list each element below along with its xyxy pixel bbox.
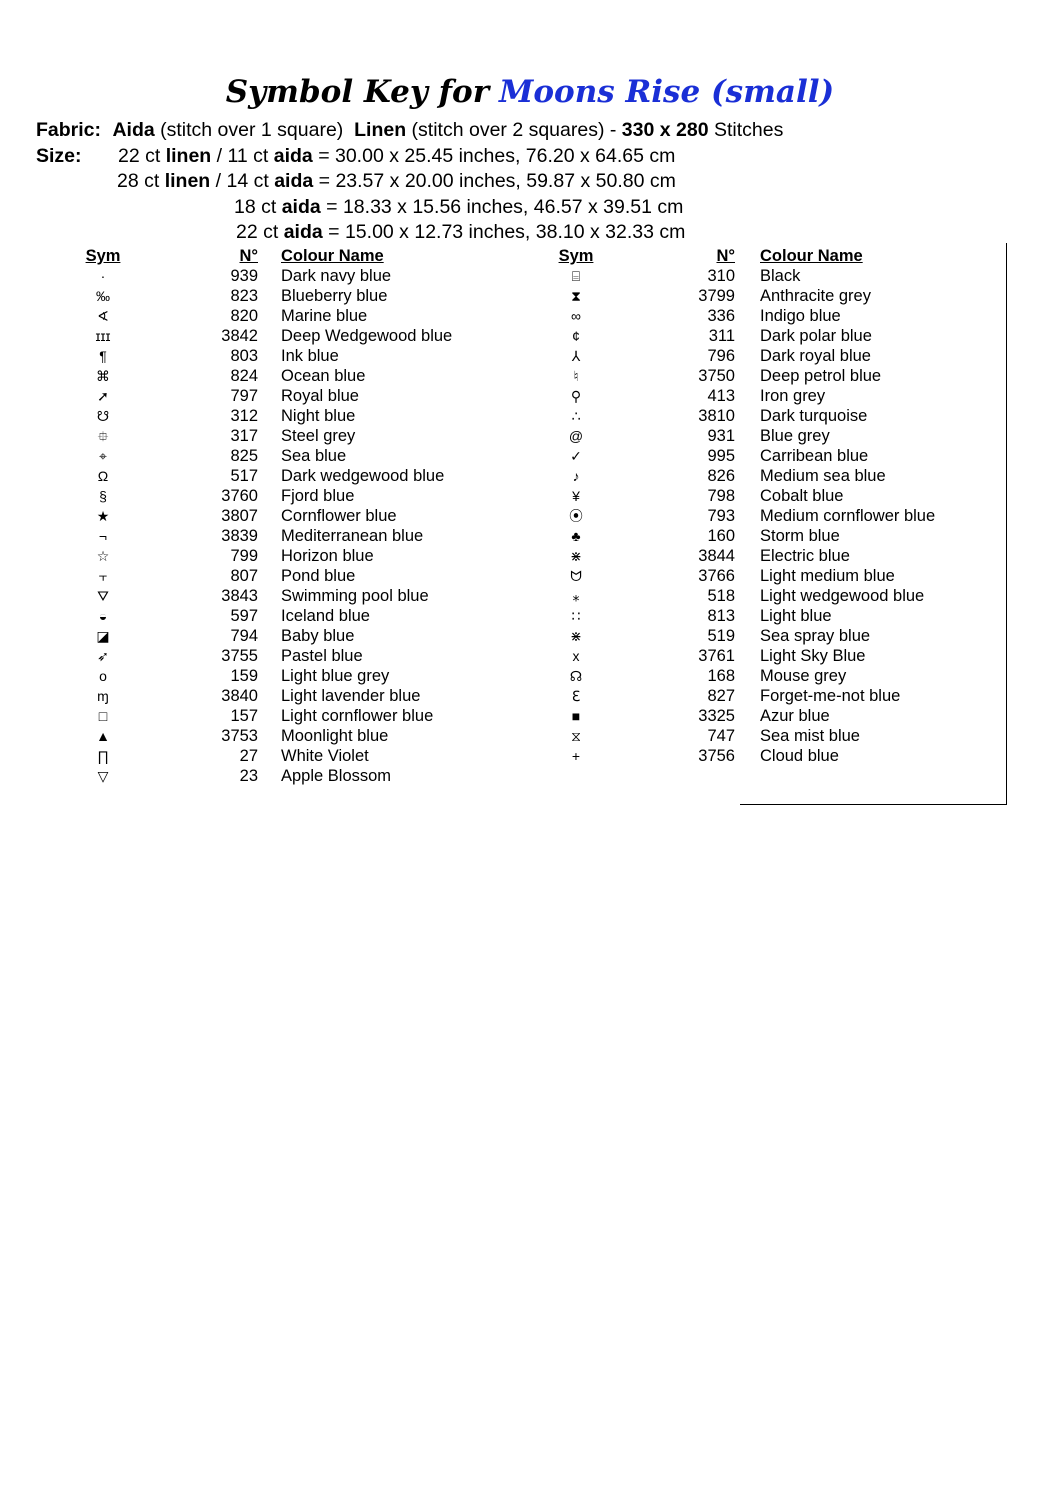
size-fabric: aida bbox=[273, 145, 313, 167]
thread-number: 517 bbox=[230, 467, 258, 485]
symbol-glyph: ♣ bbox=[571, 528, 581, 544]
fabric-aida-note: (stitch over 1 square) bbox=[160, 119, 344, 141]
symbol-glyph: ⦿ bbox=[569, 508, 583, 524]
stitch-symbol-icon bbox=[548, 326, 604, 346]
colour-name: Blueberry blue bbox=[281, 287, 388, 305]
symbol-glyph: ▲ bbox=[96, 728, 110, 744]
size-fabric: aida bbox=[274, 170, 314, 192]
stitch-symbol-icon bbox=[548, 746, 604, 766]
thread-number: 310 bbox=[707, 267, 735, 285]
stitch-symbol-icon bbox=[548, 486, 604, 506]
stitch-symbol-icon bbox=[72, 646, 134, 666]
colour-name: Light cornflower blue bbox=[281, 707, 434, 725]
stitch-symbol-icon bbox=[72, 446, 134, 466]
header-num: N° bbox=[716, 247, 735, 265]
thread-number: 3761 bbox=[698, 647, 735, 665]
thread-number: 3325 bbox=[698, 707, 735, 725]
thread-number: 825 bbox=[230, 447, 258, 465]
colour-name: Storm blue bbox=[760, 527, 840, 545]
header-colour-name: Colour Name bbox=[760, 247, 863, 265]
stitch-symbol-icon bbox=[548, 406, 604, 426]
thread-number: 995 bbox=[707, 447, 735, 465]
thread-number: 27 bbox=[239, 747, 258, 765]
thread-number: 794 bbox=[230, 627, 258, 645]
size-row-1 bbox=[36, 145, 675, 168]
colour-name: Light blue bbox=[760, 607, 832, 625]
stitch-symbol-icon bbox=[72, 486, 134, 506]
symbol-glyph: ✓ bbox=[570, 448, 582, 464]
stitch-symbol-icon bbox=[72, 406, 134, 426]
symbol-glyph: ⛛ bbox=[97, 588, 109, 604]
symbol-glyph: ⫟ bbox=[98, 568, 108, 584]
stitch-symbol-icon bbox=[72, 346, 134, 366]
thread-number: 168 bbox=[707, 667, 735, 685]
key-border-right bbox=[1006, 243, 1007, 805]
stitch-symbol-icon bbox=[72, 586, 134, 606]
colour-name: Pastel blue bbox=[281, 647, 363, 665]
thread-number: 23 bbox=[239, 767, 258, 785]
thread-number: 413 bbox=[707, 387, 735, 405]
symbol-glyph: + bbox=[571, 748, 581, 764]
thread-number: 336 bbox=[707, 307, 735, 325]
thread-number: 931 bbox=[707, 427, 735, 445]
colour-name: Light wedgewood blue bbox=[760, 587, 925, 605]
symbol-glyph: ⋇ bbox=[570, 628, 582, 644]
colour-name: Mediterranean blue bbox=[281, 527, 424, 545]
thread-number: 3810 bbox=[698, 407, 735, 425]
thread-number: 747 bbox=[707, 727, 735, 745]
symbol-glyph: ♮ bbox=[573, 368, 579, 384]
stitch-symbol-icon bbox=[72, 686, 134, 706]
symbol-glyph: § bbox=[99, 488, 107, 504]
colour-name: Ocean blue bbox=[281, 367, 366, 385]
symbol-glyph: ⯐ bbox=[97, 428, 109, 444]
colour-name: Light lavender blue bbox=[281, 687, 421, 705]
stitch-symbol-icon bbox=[548, 346, 604, 366]
thread-number: 798 bbox=[707, 487, 735, 505]
colour-name: Dark wedgewood blue bbox=[281, 467, 445, 485]
stitch-symbol-icon bbox=[72, 626, 134, 646]
stitch-symbol-icon bbox=[72, 466, 134, 486]
stitch-symbol-icon bbox=[72, 546, 134, 566]
size-dims: = 18.33 x 15.56 inches, 46.57 x 39.51 cm bbox=[320, 196, 684, 218]
colour-name: Azur blue bbox=[760, 707, 830, 725]
symbol-glyph: ⧗ bbox=[571, 288, 581, 304]
symbol-glyph: ⌸ bbox=[571, 268, 581, 284]
thread-number: 159 bbox=[230, 667, 258, 685]
colour-name: Iron grey bbox=[760, 387, 826, 405]
thread-number: 823 bbox=[230, 287, 258, 305]
symbol-glyph: ∴ bbox=[571, 408, 581, 424]
symbol-glyph: ⌖ bbox=[99, 448, 107, 464]
stitch-symbol-icon bbox=[548, 366, 604, 386]
symbol-glyph: ■ bbox=[571, 708, 581, 724]
size-fabric: aida bbox=[281, 196, 321, 218]
colour-name: Medium cornflower blue bbox=[760, 507, 936, 525]
stitch-symbol-icon bbox=[548, 426, 604, 446]
symbol-glyph: ⧖ bbox=[571, 728, 581, 744]
colour-name: Baby blue bbox=[281, 627, 355, 645]
colour-name: Black bbox=[760, 267, 801, 285]
colour-name: Carribean blue bbox=[760, 447, 869, 465]
thread-number: 807 bbox=[230, 567, 258, 585]
colour-name: Medium sea blue bbox=[760, 467, 886, 485]
header-colour-name: Colour Name bbox=[281, 247, 384, 265]
thread-number: 3750 bbox=[698, 367, 735, 385]
thread-number: 157 bbox=[230, 707, 258, 725]
stitch-symbol-icon bbox=[72, 526, 134, 546]
thread-number: 3756 bbox=[698, 747, 735, 765]
colour-name: Dark turquoise bbox=[760, 407, 868, 425]
size-fabric: linen bbox=[165, 145, 212, 167]
thread-number: 317 bbox=[230, 427, 258, 445]
colour-name: Steel grey bbox=[281, 427, 356, 445]
size-count: / 11 ct bbox=[216, 145, 269, 167]
symbol-glyph: ➚ bbox=[97, 388, 109, 404]
size-fabric: linen bbox=[164, 170, 211, 192]
stitch-symbol-icon bbox=[548, 266, 604, 286]
stitch-symbol-icon bbox=[548, 726, 604, 746]
size-dims: = 30.00 x 25.45 inches, 76.20 x 64.65 cm bbox=[318, 145, 676, 167]
symbol-glyph: □ bbox=[98, 708, 108, 724]
fabric-label: Fabric: bbox=[36, 119, 102, 141]
symbol-glyph: ♪ bbox=[572, 468, 580, 484]
stitch-symbol-icon bbox=[72, 426, 134, 446]
colour-name: Night blue bbox=[281, 407, 356, 425]
symbol-glyph: ¢ bbox=[572, 328, 580, 344]
stitch-symbol-icon bbox=[548, 566, 604, 586]
colour-name: Swimming pool blue bbox=[281, 587, 429, 605]
symbol-glyph: ℇ bbox=[571, 688, 581, 704]
symbol-glyph: ⁎ bbox=[572, 588, 580, 604]
colour-name: Moonlight blue bbox=[281, 727, 389, 745]
size-count: 22 ct bbox=[236, 221, 279, 243]
stitch-symbol-icon bbox=[548, 506, 604, 526]
stitch-symbol-icon bbox=[72, 726, 134, 746]
symbol-glyph: ◪ bbox=[96, 628, 110, 644]
stitch-symbol-icon bbox=[548, 386, 604, 406]
stitch-symbol-icon bbox=[72, 766, 134, 786]
thread-number: 799 bbox=[230, 547, 258, 565]
thread-number: 793 bbox=[707, 507, 735, 525]
thread-number: 820 bbox=[230, 307, 258, 325]
thread-number: 3760 bbox=[221, 487, 258, 505]
thread-number: 3766 bbox=[698, 567, 735, 585]
colour-name: Mouse grey bbox=[760, 667, 847, 685]
stitch-symbol-icon bbox=[548, 626, 604, 646]
stitch-symbol-icon bbox=[72, 366, 134, 386]
stitch-symbol-icon bbox=[72, 566, 134, 586]
colour-name: Light blue grey bbox=[281, 667, 390, 685]
symbol-glyph: ɱ bbox=[97, 688, 109, 704]
thread-number: 3842 bbox=[221, 327, 258, 345]
page-title bbox=[0, 74, 1060, 110]
thread-number: 3839 bbox=[221, 527, 258, 545]
stitch-count: 330 x 280 bbox=[621, 119, 709, 141]
colour-name: Dark polar blue bbox=[760, 327, 872, 345]
stitch-symbol-icon bbox=[72, 286, 134, 306]
colour-name: Anthracite grey bbox=[760, 287, 871, 305]
colour-name: Dark royal blue bbox=[760, 347, 871, 365]
stitch-symbol-icon bbox=[548, 646, 604, 666]
stitch-symbol-icon bbox=[72, 706, 134, 726]
size-row-4 bbox=[236, 221, 685, 244]
thread-number: 824 bbox=[230, 367, 258, 385]
symbol-glyph: ⅄ bbox=[571, 348, 581, 364]
symbol-glyph: ɪɪɪ bbox=[95, 328, 111, 344]
colour-name: Forget-me-not blue bbox=[760, 687, 901, 705]
thread-number: 796 bbox=[707, 347, 735, 365]
stitch-symbol-icon bbox=[548, 306, 604, 326]
stitch-symbol-icon bbox=[548, 586, 604, 606]
stitch-symbol-icon bbox=[548, 686, 604, 706]
stitch-symbol-icon bbox=[548, 466, 604, 486]
symbol-glyph: ☊ bbox=[569, 668, 583, 684]
colour-name: Cobalt blue bbox=[760, 487, 844, 505]
symbol-glyph: Ω bbox=[97, 468, 109, 484]
symbol-glyph: ‰ bbox=[96, 288, 110, 304]
stitch-symbol-icon bbox=[548, 606, 604, 626]
thread-number: 3755 bbox=[221, 647, 258, 665]
stitch-symbol-icon bbox=[548, 446, 604, 466]
thread-number: 813 bbox=[707, 607, 735, 625]
thread-number: 3753 bbox=[221, 727, 258, 745]
stitch-symbol-icon bbox=[548, 286, 604, 306]
colour-name: Apple Blossom bbox=[281, 767, 392, 785]
size-count: 18 ct bbox=[234, 196, 277, 218]
symbol-glyph: o bbox=[99, 668, 107, 684]
size-count: 28 ct bbox=[117, 170, 160, 192]
thread-number: 311 bbox=[708, 327, 735, 345]
colour-name: Sea blue bbox=[281, 447, 347, 465]
colour-name: Sea mist blue bbox=[760, 727, 860, 745]
stitch-symbol-icon bbox=[72, 666, 134, 686]
colour-name: Light medium blue bbox=[760, 567, 895, 585]
key-border-bottom bbox=[740, 804, 1007, 805]
symbol-glyph: ☋ bbox=[96, 408, 110, 424]
stitch-label: Stitches bbox=[713, 119, 784, 141]
stitch-symbol-icon bbox=[72, 386, 134, 406]
stitch-symbol-icon bbox=[548, 526, 604, 546]
size-dims: = 23.57 x 20.00 inches, 59.87 x 50.80 cm bbox=[318, 170, 676, 192]
colour-name: Fjord blue bbox=[281, 487, 355, 505]
thread-number: 3844 bbox=[698, 547, 735, 565]
size-fabric: aida bbox=[283, 221, 323, 243]
title-prefix: Symbol Key for bbox=[225, 74, 490, 110]
size-row-2 bbox=[117, 170, 676, 193]
thread-number: 518 bbox=[707, 587, 735, 605]
size-count: / 14 ct bbox=[215, 170, 269, 192]
thread-number: 826 bbox=[707, 467, 735, 485]
colour-name: Dark navy blue bbox=[281, 267, 392, 285]
size-label: Size: bbox=[36, 145, 82, 167]
colour-name: Deep Wedgewood blue bbox=[281, 327, 453, 345]
thread-number: 519 bbox=[707, 627, 735, 645]
stitch-symbol-icon bbox=[548, 666, 604, 686]
fabric-linen: Linen bbox=[354, 119, 407, 141]
size-row-3 bbox=[234, 196, 683, 219]
thread-number: 597 bbox=[230, 607, 258, 625]
symbol-glyph: ⌘ bbox=[96, 368, 110, 384]
thread-number: 3799 bbox=[698, 287, 735, 305]
header-sym: Sym bbox=[85, 247, 121, 265]
stitch-symbol-icon bbox=[72, 326, 134, 346]
thread-number: 3840 bbox=[221, 687, 258, 705]
colour-name: Light Sky Blue bbox=[760, 647, 866, 665]
symbol-glyph: @ bbox=[568, 428, 584, 444]
thread-number: 827 bbox=[707, 687, 735, 705]
stitch-symbol-icon bbox=[548, 546, 604, 566]
symbol-glyph: ¶ bbox=[99, 348, 107, 364]
header-num: N° bbox=[239, 247, 258, 265]
stitch-symbol-icon bbox=[72, 306, 134, 326]
symbol-glyph: x bbox=[572, 648, 580, 664]
colour-name: Electric blue bbox=[760, 547, 850, 565]
thread-number: 3807 bbox=[221, 507, 258, 525]
colour-name: White Violet bbox=[281, 747, 369, 765]
colour-name: Marine blue bbox=[281, 307, 368, 325]
thread-number: 160 bbox=[707, 527, 735, 545]
thread-number: 312 bbox=[230, 407, 258, 425]
size-dims: = 15.00 x 12.73 inches, 38.10 x 32.33 cm bbox=[328, 221, 686, 243]
symbol-glyph: ¬ bbox=[98, 528, 108, 544]
stitch-symbol-icon bbox=[72, 266, 134, 286]
colour-name: Deep petrol blue bbox=[760, 367, 882, 385]
symbol-glyph: ➶ bbox=[97, 648, 109, 664]
symbol-glyph: ⚲ bbox=[570, 388, 582, 404]
thread-number: 3843 bbox=[221, 587, 258, 605]
symbol-glyph: ◒ bbox=[98, 608, 108, 624]
colour-name: Iceland blue bbox=[281, 607, 370, 625]
thread-number: 797 bbox=[230, 387, 258, 405]
fabric-linen-note: (stitch over 2 squares) - bbox=[411, 119, 617, 141]
colour-name: Indigo blue bbox=[760, 307, 841, 325]
pattern-name: Moons Rise (small) bbox=[499, 74, 835, 110]
colour-name: Cornflower blue bbox=[281, 507, 397, 525]
symbol-glyph: ▽ bbox=[97, 768, 109, 784]
colour-name: Cloud blue bbox=[760, 747, 839, 765]
symbol-glyph: ★ bbox=[96, 508, 110, 524]
symbol-glyph: ∢ bbox=[97, 308, 109, 324]
fabric-line bbox=[36, 119, 783, 142]
symbol-glyph: ∷ bbox=[571, 608, 581, 624]
stitch-symbol-icon bbox=[72, 746, 134, 766]
colour-name: Pond blue bbox=[281, 567, 356, 585]
symbol-glyph: ∏ bbox=[97, 748, 109, 764]
fabric-aida: Aida bbox=[112, 119, 155, 141]
colour-name: Ink blue bbox=[281, 347, 339, 365]
symbol-glyph: ¥ bbox=[572, 488, 580, 504]
size-count: 22 ct bbox=[118, 145, 161, 167]
thread-number: 803 bbox=[230, 347, 258, 365]
colour-name: Blue grey bbox=[760, 427, 830, 445]
colour-name: Royal blue bbox=[281, 387, 359, 405]
colour-name: Horizon blue bbox=[281, 547, 374, 565]
stitch-symbol-icon bbox=[548, 706, 604, 726]
symbol-glyph: ᗢ bbox=[570, 568, 582, 584]
colour-name: Sea spray blue bbox=[760, 627, 871, 645]
symbol-glyph: · bbox=[100, 268, 106, 284]
symbol-glyph: ∞ bbox=[571, 308, 581, 324]
stitch-symbol-icon bbox=[72, 506, 134, 526]
thread-number: 939 bbox=[230, 267, 258, 285]
stitch-symbol-icon bbox=[72, 606, 134, 626]
header-sym: Sym bbox=[558, 247, 594, 265]
symbol-glyph: ☆ bbox=[96, 548, 110, 564]
symbol-glyph: ⋇ bbox=[570, 548, 582, 564]
